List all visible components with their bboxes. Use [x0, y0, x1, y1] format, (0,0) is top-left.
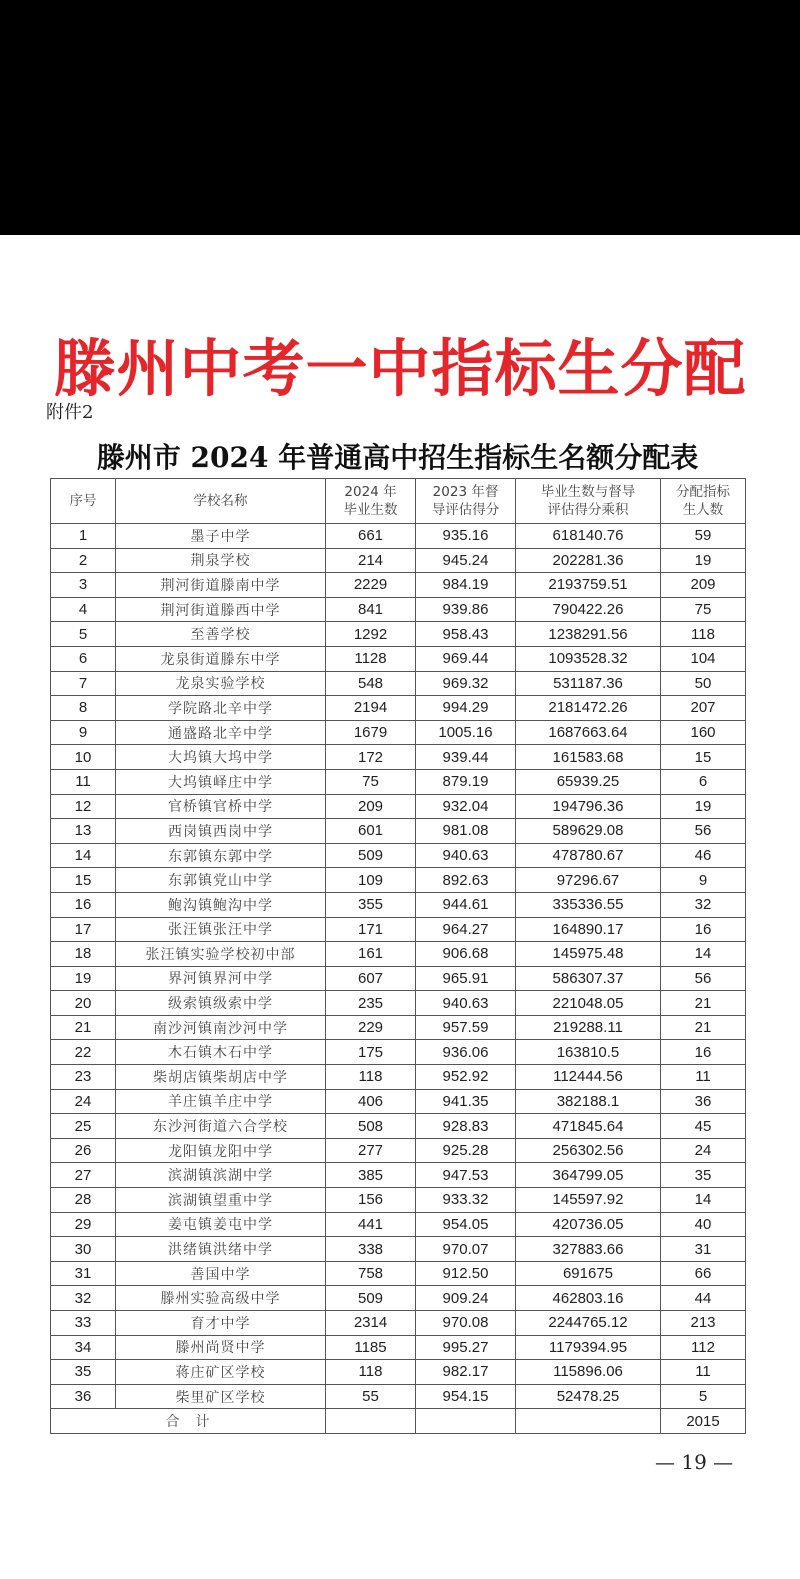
column-header: 学校名称 [116, 479, 326, 524]
row-index: 1 [51, 524, 116, 549]
school-name: 张汪镇实验学校初中部 [116, 942, 326, 967]
allocated-count: 32 [661, 892, 746, 917]
allocated-count: 56 [661, 966, 746, 991]
allocated-count: 19 [661, 794, 746, 819]
row-index: 3 [51, 573, 116, 598]
product: 382188.1 [516, 1089, 661, 1114]
graduates-2024: 118 [326, 1360, 416, 1385]
graduates-2024: 277 [326, 1138, 416, 1163]
graduates-2024: 508 [326, 1114, 416, 1139]
graduates-2024: 2314 [326, 1311, 416, 1336]
school-name: 南沙河镇南沙河中学 [116, 1015, 326, 1040]
school-name: 大坞镇大坞中学 [116, 745, 326, 770]
school-name: 柴胡店镇柴胡店中学 [116, 1065, 326, 1090]
score-2023: 954.05 [416, 1212, 516, 1237]
score-2023: 933.32 [416, 1188, 516, 1213]
school-name: 东郭镇党山中学 [116, 868, 326, 893]
product: 1687663.64 [516, 720, 661, 745]
row-index: 35 [51, 1360, 116, 1385]
product: 589629.08 [516, 819, 661, 844]
allocated-count: 16 [661, 1040, 746, 1065]
product: 586307.37 [516, 966, 661, 991]
table-row [51, 524, 746, 549]
graduates-2024: 75 [326, 769, 416, 794]
table-row [51, 991, 746, 1016]
row-index: 6 [51, 646, 116, 671]
table-row [51, 1188, 746, 1213]
table-row [51, 1212, 746, 1237]
total-value: 2015 [661, 1409, 746, 1434]
table-row [51, 1335, 746, 1360]
table-row [51, 794, 746, 819]
product: 420736.05 [516, 1212, 661, 1237]
row-index: 12 [51, 794, 116, 819]
graduates-2024: 229 [326, 1015, 416, 1040]
school-name: 荆河街道滕西中学 [116, 597, 326, 622]
product: 478780.67 [516, 843, 661, 868]
table-row [51, 597, 746, 622]
school-name: 东沙河街道六合学校 [116, 1114, 326, 1139]
table-row [51, 1237, 746, 1262]
row-index: 10 [51, 745, 116, 770]
allocated-count: 213 [661, 1311, 746, 1336]
allocated-count: 50 [661, 671, 746, 696]
product: 97296.67 [516, 868, 661, 893]
allocated-count: 9 [661, 868, 746, 893]
row-index: 32 [51, 1286, 116, 1311]
product: 364799.05 [516, 1163, 661, 1188]
graduates-2024: 172 [326, 745, 416, 770]
product: 145597.92 [516, 1188, 661, 1213]
school-name: 鲍沟镇鲍沟中学 [116, 892, 326, 917]
score-2023: 952.92 [416, 1065, 516, 1090]
score-2023: 958.43 [416, 622, 516, 647]
score-2023: 906.68 [416, 942, 516, 967]
school-name: 龙阳镇龙阳中学 [116, 1138, 326, 1163]
row-index: 22 [51, 1040, 116, 1065]
score-2023: 892.63 [416, 868, 516, 893]
graduates-2024: 441 [326, 1212, 416, 1237]
product: 2193759.51 [516, 573, 661, 598]
graduates-2024: 1679 [326, 720, 416, 745]
table-row [51, 1286, 746, 1311]
product: 2244765.12 [516, 1311, 661, 1336]
row-index: 20 [51, 991, 116, 1016]
allocated-count: 40 [661, 1212, 746, 1237]
allocated-count: 16 [661, 917, 746, 942]
score-2023: 879.19 [416, 769, 516, 794]
graduates-2024: 601 [326, 819, 416, 844]
row-index: 15 [51, 868, 116, 893]
score-2023: 928.83 [416, 1114, 516, 1139]
product: 219288.11 [516, 1015, 661, 1040]
allocated-count: 44 [661, 1286, 746, 1311]
table-row [51, 548, 746, 573]
column-header: 序号 [51, 479, 116, 524]
school-name: 张汪镇张汪中学 [116, 917, 326, 942]
table-row [51, 573, 746, 598]
table-row [51, 696, 746, 721]
row-index: 24 [51, 1089, 116, 1114]
score-2023: 969.32 [416, 671, 516, 696]
score-2023: 969.44 [416, 646, 516, 671]
column-header: 分配指标 生人数 [661, 479, 746, 524]
allocated-count: 19 [661, 548, 746, 573]
graduates-2024: 175 [326, 1040, 416, 1065]
table-row [51, 892, 746, 917]
score-2023: 939.86 [416, 597, 516, 622]
allocated-count: 118 [661, 622, 746, 647]
score-2023: 944.61 [416, 892, 516, 917]
table-row [51, 745, 746, 770]
empty-cell [416, 1409, 516, 1434]
score-2023: 909.24 [416, 1286, 516, 1311]
headline: 滕州中考一中指标生分配 [53, 332, 747, 405]
table-row [51, 1311, 746, 1336]
score-2023: 945.24 [416, 548, 516, 573]
product: 618140.76 [516, 524, 661, 549]
allocated-count: 14 [661, 942, 746, 967]
product: 531187.36 [516, 671, 661, 696]
graduates-2024: 156 [326, 1188, 416, 1213]
product: 52478.25 [516, 1384, 661, 1409]
graduates-2024: 55 [326, 1384, 416, 1409]
graduates-2024: 509 [326, 843, 416, 868]
school-name: 洪绪镇洪绪中学 [116, 1237, 326, 1262]
graduates-2024: 209 [326, 794, 416, 819]
school-name: 至善学校 [116, 622, 326, 647]
school-name: 蒋庄矿区学校 [116, 1360, 326, 1385]
allocated-count: 207 [661, 696, 746, 721]
score-2023: 925.28 [416, 1138, 516, 1163]
row-index: 5 [51, 622, 116, 647]
row-index: 13 [51, 819, 116, 844]
row-index: 23 [51, 1065, 116, 1090]
score-2023: 995.27 [416, 1335, 516, 1360]
school-name: 滨湖镇望重中学 [116, 1188, 326, 1213]
row-index: 30 [51, 1237, 116, 1262]
product: 1179394.95 [516, 1335, 661, 1360]
school-name: 龙泉街道滕东中学 [116, 646, 326, 671]
column-header: 2024 年 毕业生数 [326, 479, 416, 524]
school-name: 荆泉学校 [116, 548, 326, 573]
school-name: 柴里矿区学校 [116, 1384, 326, 1409]
row-index: 17 [51, 917, 116, 942]
row-index: 34 [51, 1335, 116, 1360]
product: 2181472.26 [516, 696, 661, 721]
allocated-count: 11 [661, 1360, 746, 1385]
allocated-count: 75 [661, 597, 746, 622]
table-row [51, 966, 746, 991]
allocated-count: 45 [661, 1114, 746, 1139]
school-name: 西岗镇西岗中学 [116, 819, 326, 844]
row-index: 4 [51, 597, 116, 622]
column-header: 2023 年督 导评估得分 [416, 479, 516, 524]
total-row [51, 1409, 746, 1434]
page-number: — 19 — [655, 1450, 734, 1474]
product: 112444.56 [516, 1065, 661, 1090]
graduates-2024: 118 [326, 1065, 416, 1090]
product: 194796.36 [516, 794, 661, 819]
score-2023: 939.44 [416, 745, 516, 770]
graduates-2024: 548 [326, 671, 416, 696]
row-index: 9 [51, 720, 116, 745]
score-2023: 936.06 [416, 1040, 516, 1065]
row-index: 27 [51, 1163, 116, 1188]
row-index: 36 [51, 1384, 116, 1409]
column-header: 毕业生数与督导 评估得分乘积 [516, 479, 661, 524]
product: 790422.26 [516, 597, 661, 622]
allocated-count: 66 [661, 1261, 746, 1286]
graduates-2024: 2194 [326, 696, 416, 721]
graduates-2024: 841 [326, 597, 416, 622]
graduates-2024: 235 [326, 991, 416, 1016]
score-2023: 984.19 [416, 573, 516, 598]
graduates-2024: 758 [326, 1261, 416, 1286]
school-name: 龙泉实验学校 [116, 671, 326, 696]
row-index: 29 [51, 1212, 116, 1237]
graduates-2024: 385 [326, 1163, 416, 1188]
graduates-2024: 661 [326, 524, 416, 549]
graduates-2024: 607 [326, 966, 416, 991]
row-index: 21 [51, 1015, 116, 1040]
table-row [51, 1015, 746, 1040]
table-row [51, 843, 746, 868]
graduates-2024: 214 [326, 548, 416, 573]
product: 256302.56 [516, 1138, 661, 1163]
school-name: 滕州尚贤中学 [116, 1335, 326, 1360]
allocated-count: 31 [661, 1237, 746, 1262]
score-2023: 1005.16 [416, 720, 516, 745]
allocated-count: 56 [661, 819, 746, 844]
black-band [0, 0, 800, 235]
attachment-label: 附件2 [46, 402, 94, 423]
product: 164890.17 [516, 917, 661, 942]
allocated-count: 21 [661, 1015, 746, 1040]
score-2023: 935.16 [416, 524, 516, 549]
table-row [51, 1360, 746, 1385]
row-index: 14 [51, 843, 116, 868]
allocated-count: 24 [661, 1138, 746, 1163]
score-2023: 954.15 [416, 1384, 516, 1409]
table-row [51, 1089, 746, 1114]
product: 163810.5 [516, 1040, 661, 1065]
table-row [51, 1163, 746, 1188]
allocated-count: 15 [661, 745, 746, 770]
score-2023: 957.59 [416, 1015, 516, 1040]
allocated-count: 112 [661, 1335, 746, 1360]
table-row [51, 917, 746, 942]
school-name: 级索镇级索中学 [116, 991, 326, 1016]
graduates-2024: 1292 [326, 622, 416, 647]
row-index: 31 [51, 1261, 116, 1286]
row-index: 2 [51, 548, 116, 573]
allocated-count: 104 [661, 646, 746, 671]
row-index: 19 [51, 966, 116, 991]
school-name: 大坞镇峄庄中学 [116, 769, 326, 794]
table-row [51, 819, 746, 844]
school-name: 育才中学 [116, 1311, 326, 1336]
score-2023: 981.08 [416, 819, 516, 844]
allocated-count: 5 [661, 1384, 746, 1409]
product: 462803.16 [516, 1286, 661, 1311]
row-index: 33 [51, 1311, 116, 1336]
row-index: 26 [51, 1138, 116, 1163]
graduates-2024: 161 [326, 942, 416, 967]
allocated-count: 46 [661, 843, 746, 868]
graduates-2024: 171 [326, 917, 416, 942]
graduates-2024: 355 [326, 892, 416, 917]
product: 1093528.32 [516, 646, 661, 671]
allocated-count: 160 [661, 720, 746, 745]
graduates-2024: 1185 [326, 1335, 416, 1360]
allocation-table [50, 478, 746, 1434]
allocated-count: 59 [661, 524, 746, 549]
score-2023: 964.27 [416, 917, 516, 942]
product: 471845.64 [516, 1114, 661, 1139]
table-row [51, 646, 746, 671]
row-index: 28 [51, 1188, 116, 1213]
product: 691675 [516, 1261, 661, 1286]
school-name: 通盛路北辛中学 [116, 720, 326, 745]
graduates-2024: 406 [326, 1089, 416, 1114]
school-name: 滨湖镇滨湖中学 [116, 1163, 326, 1188]
allocated-count: 209 [661, 573, 746, 598]
product: 65939.25 [516, 769, 661, 794]
school-name: 滕州实验高级中学 [116, 1286, 326, 1311]
allocated-count: 21 [661, 991, 746, 1016]
product: 327883.66 [516, 1237, 661, 1262]
product: 1238291.56 [516, 622, 661, 647]
graduates-2024: 109 [326, 868, 416, 893]
row-index: 8 [51, 696, 116, 721]
score-2023: 932.04 [416, 794, 516, 819]
total-label: 合 计 [51, 1409, 326, 1434]
table-row [51, 1138, 746, 1163]
graduates-2024: 1128 [326, 646, 416, 671]
score-2023: 970.08 [416, 1311, 516, 1336]
score-2023: 970.07 [416, 1237, 516, 1262]
school-name: 东郭镇东郭中学 [116, 843, 326, 868]
header-row [51, 479, 746, 524]
school-name: 羊庄镇羊庄中学 [116, 1089, 326, 1114]
table-row [51, 1261, 746, 1286]
row-index: 25 [51, 1114, 116, 1139]
table-title: 滕州市 2024 年普通高中招生指标生名额分配表 [96, 441, 699, 474]
school-name: 墨子中学 [116, 524, 326, 549]
row-index: 18 [51, 942, 116, 967]
row-index: 16 [51, 892, 116, 917]
score-2023: 982.17 [416, 1360, 516, 1385]
product: 115896.06 [516, 1360, 661, 1385]
score-2023: 912.50 [416, 1261, 516, 1286]
table-row [51, 720, 746, 745]
school-name: 姜屯镇姜屯中学 [116, 1212, 326, 1237]
score-2023: 965.91 [416, 966, 516, 991]
school-name: 学院路北辛中学 [116, 696, 326, 721]
empty-cell [326, 1409, 416, 1434]
table-row [51, 671, 746, 696]
score-2023: 940.63 [416, 991, 516, 1016]
score-2023: 940.63 [416, 843, 516, 868]
allocated-count: 35 [661, 1163, 746, 1188]
table-row [51, 1040, 746, 1065]
table-row [51, 622, 746, 647]
product: 335336.55 [516, 892, 661, 917]
graduates-2024: 509 [326, 1286, 416, 1311]
product: 221048.05 [516, 991, 661, 1016]
allocated-count: 14 [661, 1188, 746, 1213]
school-name: 木石镇木石中学 [116, 1040, 326, 1065]
score-2023: 947.53 [416, 1163, 516, 1188]
school-name: 荆河街道滕南中学 [116, 573, 326, 598]
table-row [51, 868, 746, 893]
school-name: 官桥镇官桥中学 [116, 794, 326, 819]
score-2023: 994.29 [416, 696, 516, 721]
row-index: 7 [51, 671, 116, 696]
product: 145975.48 [516, 942, 661, 967]
product: 202281.36 [516, 548, 661, 573]
allocated-count: 36 [661, 1089, 746, 1114]
table-row [51, 942, 746, 967]
empty-cell [516, 1409, 661, 1434]
table-row [51, 1065, 746, 1090]
allocated-count: 11 [661, 1065, 746, 1090]
school-name: 善国中学 [116, 1261, 326, 1286]
score-2023: 941.35 [416, 1089, 516, 1114]
table-row [51, 1114, 746, 1139]
school-name: 界河镇界河中学 [116, 966, 326, 991]
table-row [51, 769, 746, 794]
graduates-2024: 338 [326, 1237, 416, 1262]
row-index: 11 [51, 769, 116, 794]
allocated-count: 6 [661, 769, 746, 794]
graduates-2024: 2229 [326, 573, 416, 598]
product: 161583.68 [516, 745, 661, 770]
table-row [51, 1384, 746, 1409]
